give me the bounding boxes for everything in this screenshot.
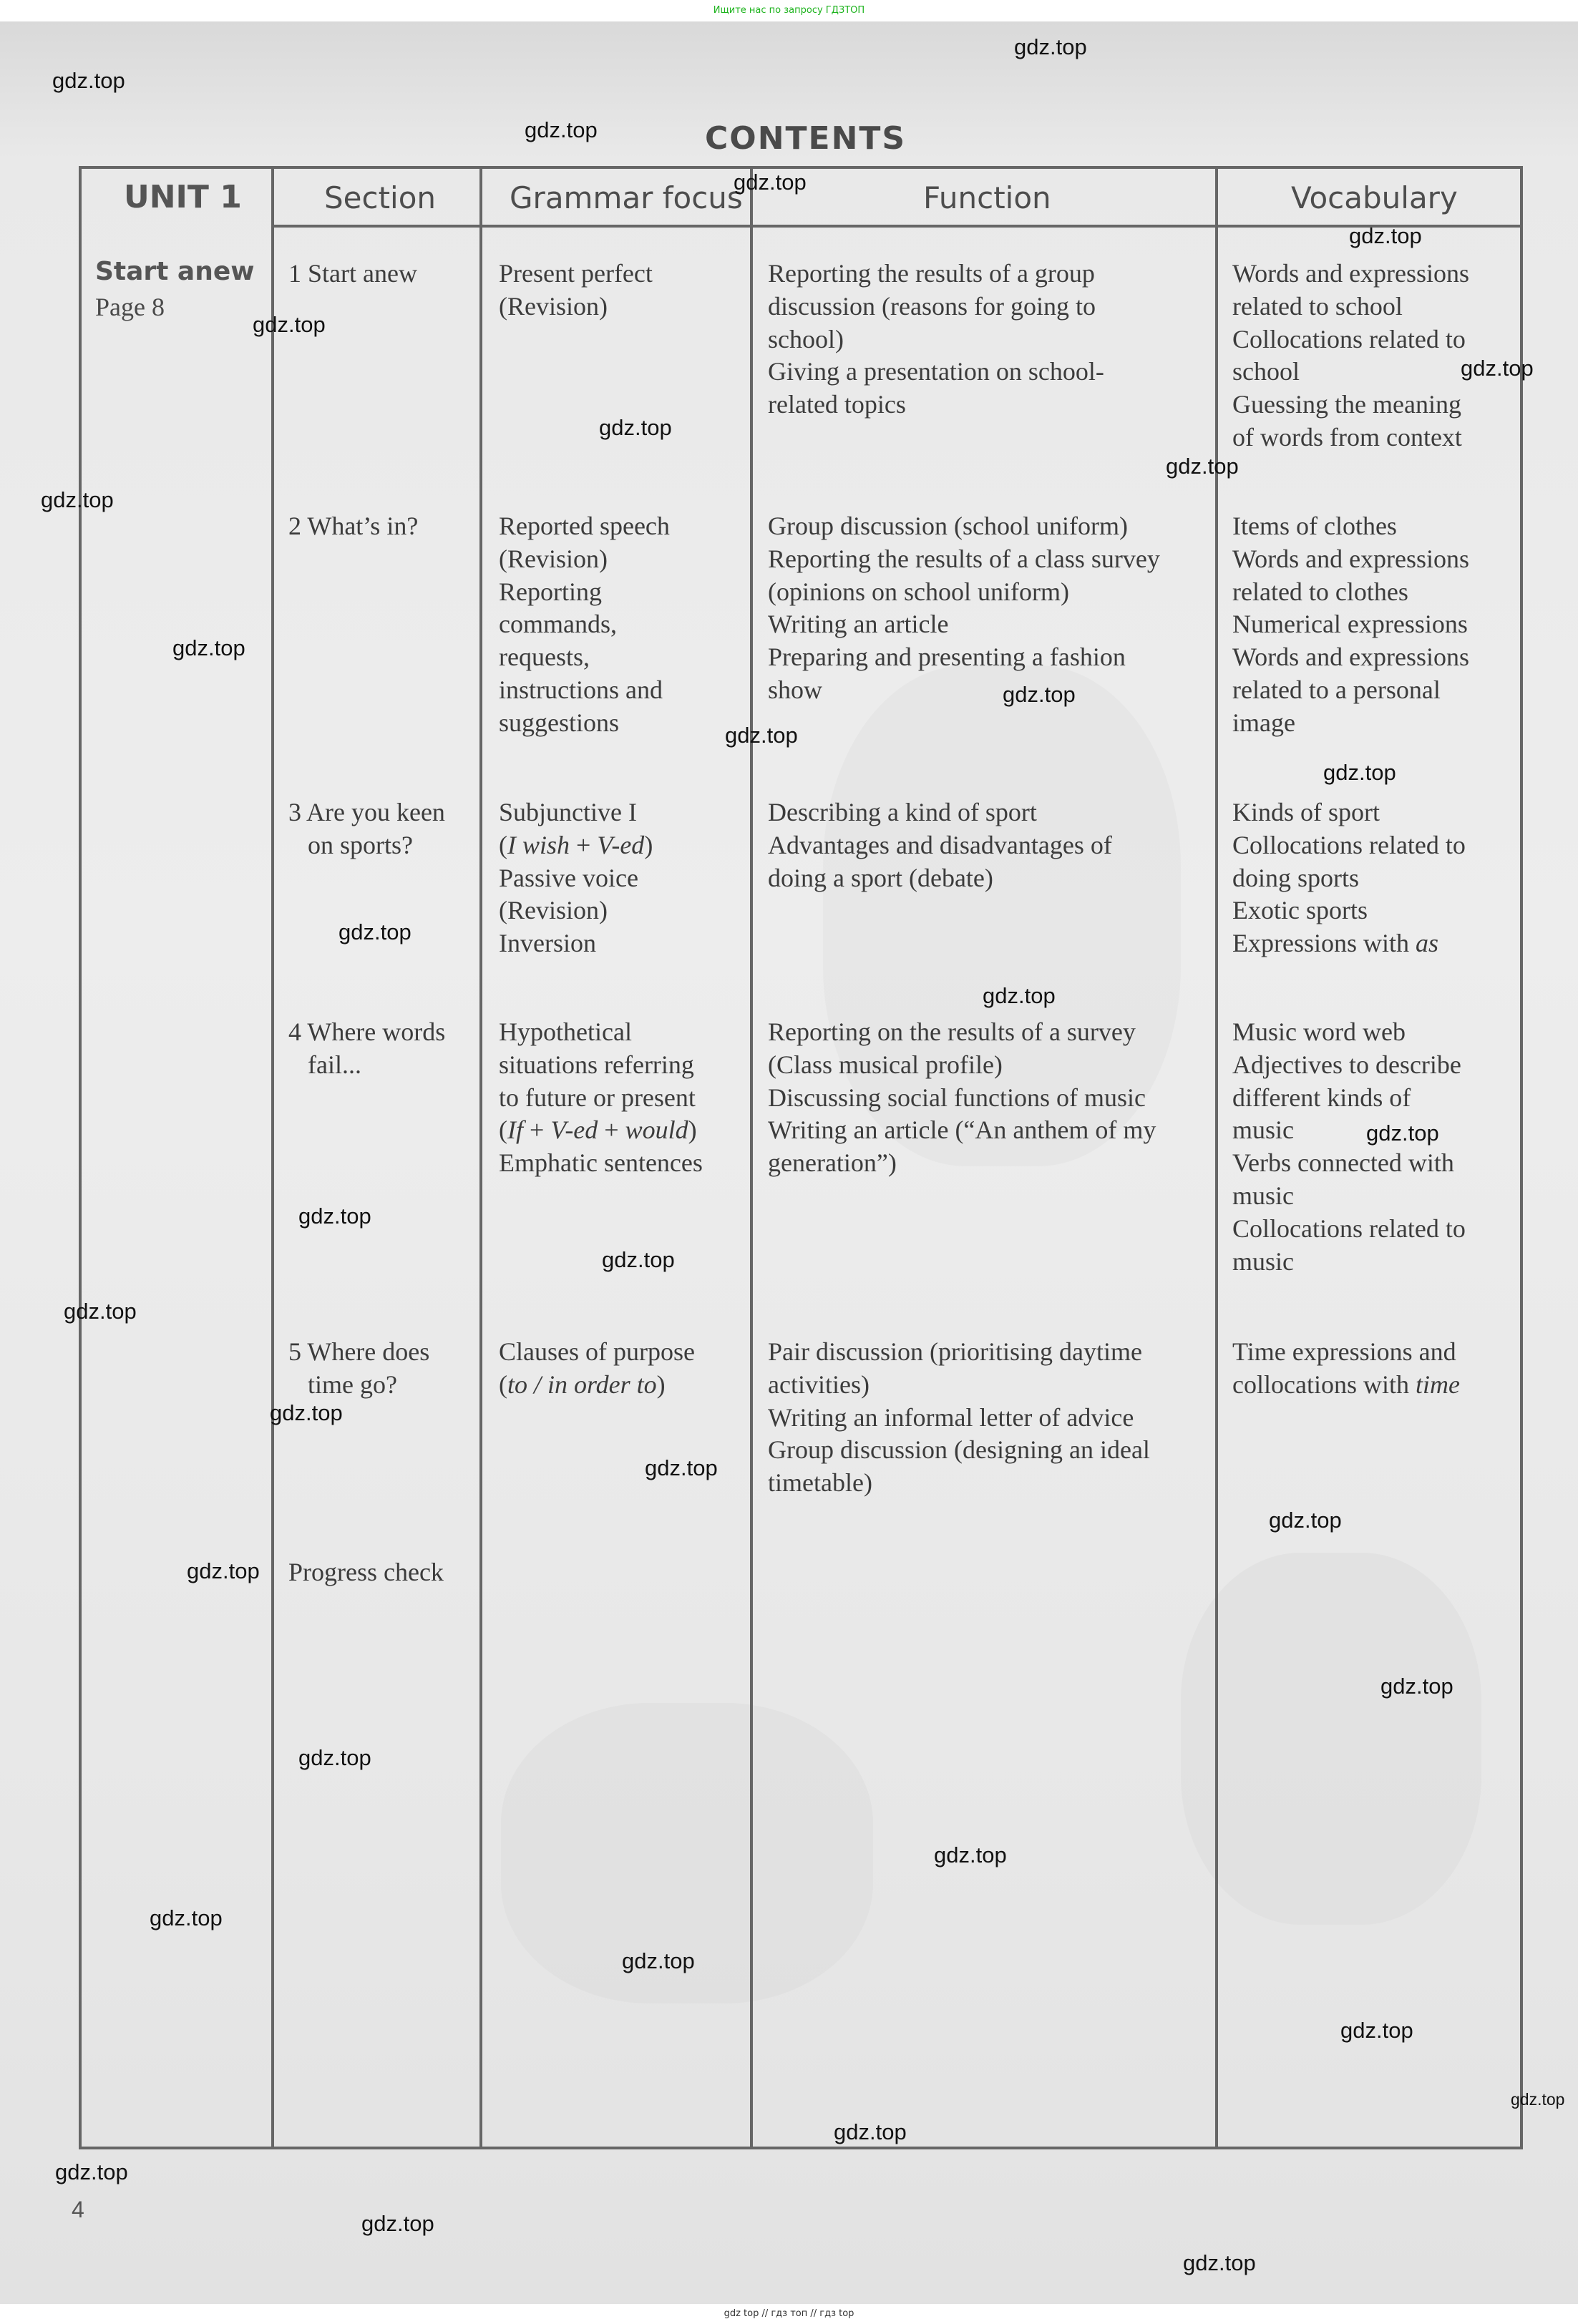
watermark: gdz.top <box>645 1455 718 1480</box>
watermark: gdz.top <box>187 1558 260 1583</box>
section-cell: 2 What’s in? <box>288 512 419 540</box>
vocabulary-cell: Words and expressions related to school Collocations related to school Guessing the meaning of words from context <box>1232 259 1470 451</box>
header-grammar-focus: Grammar focus <box>510 180 743 215</box>
watermark: gdz.top <box>270 1400 343 1425</box>
watermark: gdz.top <box>1380 1674 1453 1699</box>
watermark: gdz.top <box>1166 454 1239 479</box>
watermark: gdz.top <box>41 487 114 512</box>
header-section: Section <box>324 180 437 215</box>
function-cell: Reporting on the results of a survey (Class musical profile) Discussing social functions of music Writing an article (“An anthem of my generation”) <box>768 1017 1156 1178</box>
watermark: gdz.top <box>1511 2090 1565 2109</box>
vocabulary-cell: Time expressions and collocations with time <box>1232 1337 1460 1399</box>
section-cell: 3 Are you keen on sports? <box>288 798 445 859</box>
banner-link[interactable]: Ищите нас по запросу ГДЗТОП <box>713 5 865 16</box>
grammar-cell: Subjunctive I (I wish + V-ed) Passive voice (Revision) Inversion <box>499 798 653 958</box>
watermark: gdz.top <box>1323 760 1396 785</box>
footer-links[interactable]: gdz top // гдз топ // гдз top <box>724 2308 854 2319</box>
header-vocabulary: Vocabulary <box>1291 180 1458 215</box>
watermark: gdz.top <box>339 919 411 944</box>
watermark: gdz.top <box>1269 1508 1342 1533</box>
watermark: gdz.top <box>1340 2018 1413 2043</box>
watermark: gdz.top <box>1014 34 1087 59</box>
page-number: 4 <box>72 2197 84 2222</box>
vocabulary-cell: Kinds of sport Collocations related to doing sports Exotic sports Expressions with as <box>1232 798 1466 958</box>
watermark: gdz.top <box>64 1299 137 1324</box>
watermark: gdz.top <box>834 2119 907 2144</box>
vocabulary-cell: Items of clothes Words and expressions related to clothes Numerical expressions Words and expressions related to a personal image <box>1232 512 1470 737</box>
unit-name: Start anew <box>95 257 255 286</box>
watermark: gdz.top <box>602 1247 675 1272</box>
section-cell: 4 Where words fail... <box>288 1017 446 1079</box>
function-cell: Pair discussion (prioritising daytime activities) Writing an informal letter of advice Group discussion (designing an ideal timetable) <box>768 1337 1150 1498</box>
section-cell: 5 Where does time go? <box>288 1337 430 1399</box>
watermark: gdz.top <box>934 1842 1007 1868</box>
vocabulary-cell: Music word web Adjectives to describe different kinds of music Verbs connected with music Collocations related to music <box>1232 1017 1466 1276</box>
section-cell: 1 Start anew <box>288 259 417 288</box>
grammar-cell: Reported speech (Revision) Reporting commands, requests, instructions and suggestions <box>499 512 670 737</box>
function-cell: Reporting the results of a group discussion (reasons for going to school) Giving a presentation on school- related topics <box>768 259 1104 419</box>
watermark: gdz.top <box>1349 223 1422 248</box>
grammar-cell: Clauses of purpose (to / in order to) <box>499 1337 695 1399</box>
watermark: gdz.top <box>599 415 672 440</box>
bottom-banner[interactable] <box>0 2304 1578 2324</box>
section-cell: Progress check <box>288 1558 444 1586</box>
watermark: gdz.top <box>172 635 245 660</box>
header-function: Function <box>923 180 1051 215</box>
watermark: gdz.top <box>725 723 798 748</box>
watermark: gdz.top <box>361 2211 434 2236</box>
watermark: gdz.top <box>55 2159 128 2184</box>
function-cell: Group discussion (school uniform) Reporting the results of a class survey (opinions on school uniform) Writing an article Preparing and presenting a fashion show <box>768 512 1160 704</box>
watermark: gdz.top <box>1366 1120 1439 1146</box>
watermark: gdz.top <box>52 68 125 93</box>
contents-title: CONTENTS <box>705 120 907 157</box>
watermark: gdz.top <box>298 1745 371 1770</box>
watermark: gdz.top <box>253 312 326 337</box>
grammar-cell: Present perfect (Revision) <box>499 259 653 321</box>
unit-page: Page 8 <box>95 293 165 321</box>
watermark: gdz.top <box>734 170 807 195</box>
watermark: gdz.top <box>298 1204 371 1229</box>
watermark: gdz.top <box>983 983 1056 1008</box>
function-cell: Describing a kind of sport Advantages and disadvantages of doing a sport (debate) <box>768 798 1112 892</box>
watermark: gdz.top <box>1461 356 1534 381</box>
watermark: gdz.top <box>525 117 598 142</box>
watermark: gdz.top <box>1183 2250 1256 2275</box>
watermark: gdz.top <box>1003 682 1076 707</box>
grammar-cell: Hypothetical situations referring to future or present (If + V-ed + would) Emphatic sentences <box>499 1017 703 1178</box>
watermark: gdz.top <box>150 1905 223 1930</box>
watermark: gdz.top <box>622 1948 695 1973</box>
header-unit: UNIT 1 <box>124 179 242 215</box>
